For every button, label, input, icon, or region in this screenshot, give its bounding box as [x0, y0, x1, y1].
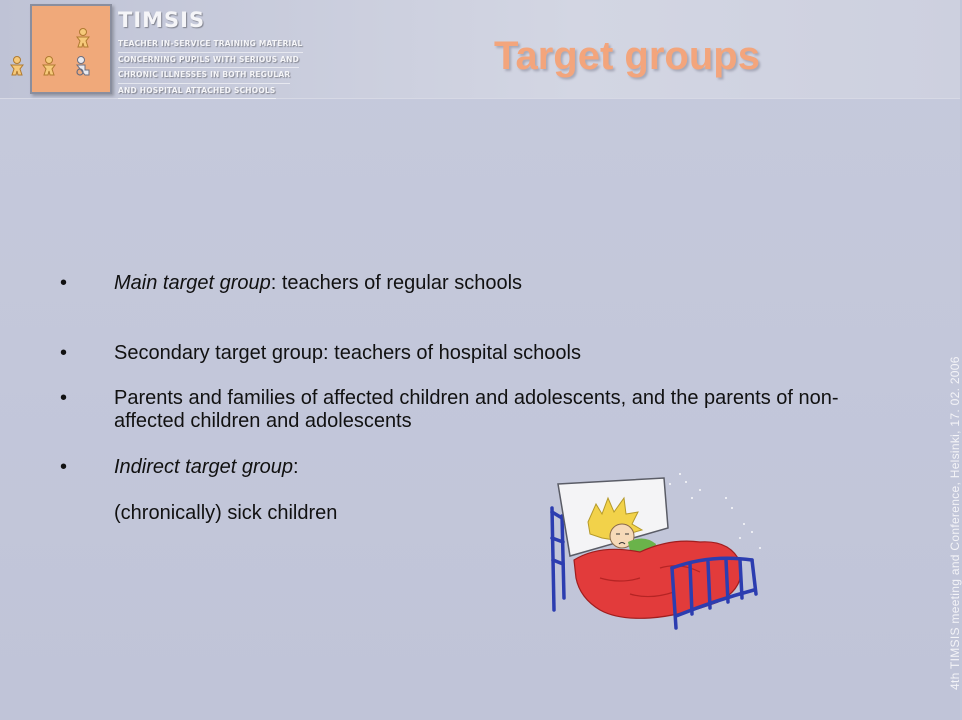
- bullet: •: [60, 342, 68, 364]
- slide-title: Target groups: [494, 34, 760, 78]
- child-figure-icon: [8, 56, 26, 76]
- item-subtext: (chronically) sick children: [114, 502, 338, 524]
- item-text: [114, 272, 844, 295]
- item-text: Parents and families of affected children and adolescents, and the parents of non-affected children and adolescents: [114, 387, 839, 432]
- logo-tagline-line: CONCERNING PUPILS WITH SERIOUS AND: [118, 53, 299, 69]
- timsis-logo: [6, 4, 306, 96]
- item-lead: Indirect target group: [114, 456, 293, 478]
- item-rest: : teachers of regular schools: [270, 272, 523, 294]
- bullet: •: [60, 272, 68, 294]
- child-figure-wheelchair-icon: [74, 56, 92, 76]
- logo-tagline-line: CHRONIC ILLNESSES IN BOTH REGULAR: [118, 68, 290, 84]
- logo-title: TIMSIS: [118, 8, 206, 32]
- sick-child-in-bed-illustration: [540, 468, 780, 638]
- child-figure-icon: [40, 56, 58, 76]
- bullet: •: [60, 387, 68, 409]
- logo-tagline-line: TEACHER IN-SERVICE TRAINING MATERIAL: [118, 37, 303, 53]
- item-lead: Main target group: [114, 272, 271, 294]
- vertical-footer-text: 4th TIMSIS meeting and Conference, Helsinki, 17. 02. 2006: [948, 356, 962, 690]
- logo-tagline-line: AND HOSPITAL ATTACHED SCHOOLS: [118, 84, 276, 100]
- item-text: Secondary target group: teachers of hospital schools: [114, 342, 581, 364]
- bullet: •: [60, 456, 68, 478]
- item-rest: :: [293, 456, 299, 478]
- logo-tagline: [118, 37, 318, 99]
- child-figure-icon: [74, 28, 92, 48]
- logo-square: [30, 4, 112, 94]
